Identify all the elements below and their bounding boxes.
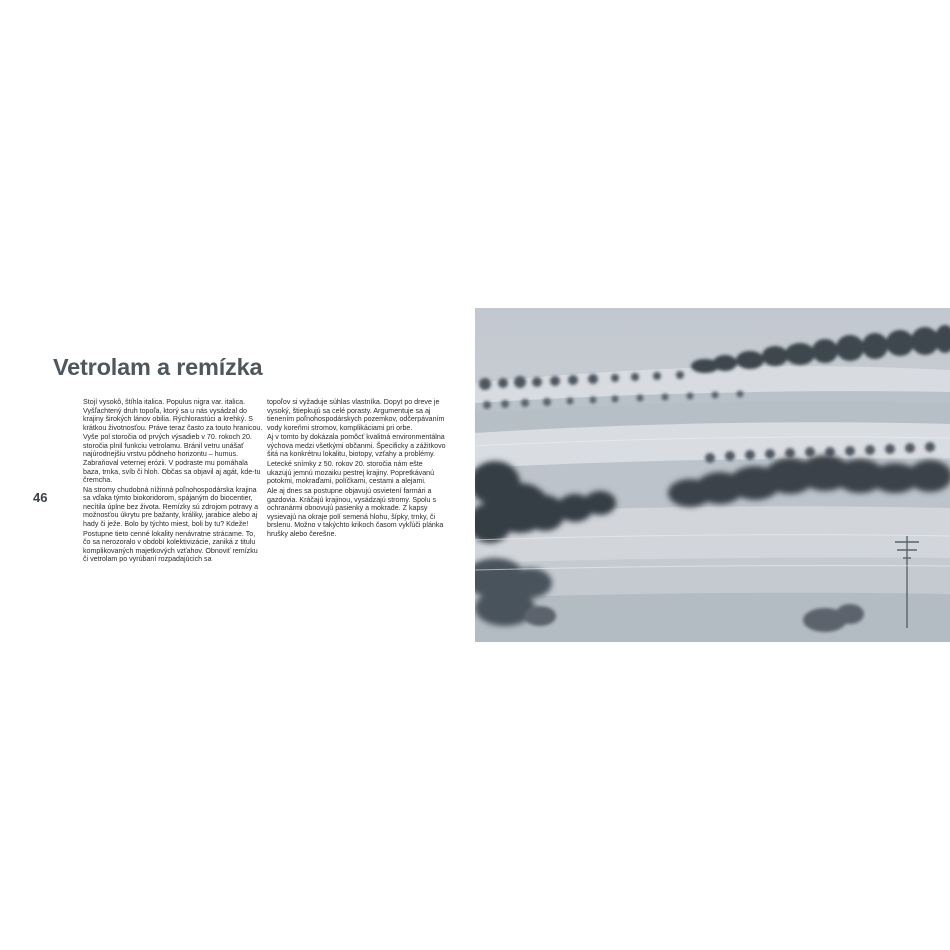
paragraph: Stojí vysokô, štíhla italica. Populus nigra var. italica. Vyšľachtený druh topoľa, ktorý sa u nás vysádzal do krajiny širokých lánov obilia. Rýchlorastúci a krehký. S krátkou životnosťou. Práve teraz často za touto hranicou. xyxy=(83,398,263,432)
landscape-watercolor xyxy=(475,308,950,642)
landscape-illustration xyxy=(475,308,950,642)
page-title: Vetrolam a remízka xyxy=(53,354,263,380)
text-column-left xyxy=(83,398,263,565)
paragraph: Na stromy chudobná nížinná poľnohospodárska krajina sa vďaka týmto biokoridorom, spájaným do biocentier, necítila úplne bez života. Remízky sú zdrojom potravy a možnosťou úkrytu pre bažanty, králiky, jarabice alebo aj hady či ježe. Bolo by týchto miest, boli by tu? Kdeže! xyxy=(83,485,259,529)
paragraph: Letecké snímky z 50. rokov 20. storočia nám ešte ukazujú jemnú mozaiku pestrej krajiny. Popretkávanú potokmi, mokraďami, políčkami, cestami a alejami. xyxy=(267,460,435,486)
text-column-right xyxy=(267,398,449,540)
paragraph: Vyše pol storočia od prvých výsadieb v 70. rokoch 20. storočia plnil funkciu vetrolamu. Bránil vetru unášať najúrodnejšiu vrstvu pôdneho horizontu – humus. Zabraňoval veternej erózii. V podraste mu pomáhala baza, trnka, svíb či hloh. Občas sa objavil aj agát, kde-tu čremcha. xyxy=(83,433,261,485)
paragraph: topoľov si vyžaduje súhlas vlastníka. Dopyt po dreve je vysoký, štiepkujú sa celé porasty. Argumentuje sa aj tienením poľnohospodárskych pozemkov, odčerpávaním vody koreňmi stromov, komplikáciami pri orbe. xyxy=(267,398,445,432)
paragraph: Postupne tieto cenné lokality nenávratne strácame. To, čo sa nerozoralo v období kolektivizácie, zaniká z titulu komplikovaných majetkových vzťahov. Obnoviť remízku či vetrolam po vyrúbaní rozpadajúcich sa xyxy=(83,529,258,564)
page-number: 46 xyxy=(33,490,48,505)
paragraph: Aj v tomto by dokázala pomôcť kvalitná environmentálna výchova medzi všetkými občanmi. Špecificky a zážitkovo šitá na konkrétnu lokalitu, biotopy, vzťahy a problémy. xyxy=(267,433,446,459)
paragraph: Ale aj dnes sa postupne objavujú osvietení farmári a gazdovia. Kráčajú krajinou, vysádzajú stromy. Spolu s ochranármi obnovujú pasienky a mokrade. Z kapsy vysievajú na okraje polí semená hlohu, šípky, trnky, či brslenu. Možno v takýchto krikoch časom vykľúči plánka hrušky alebo čerešne. xyxy=(267,487,444,538)
